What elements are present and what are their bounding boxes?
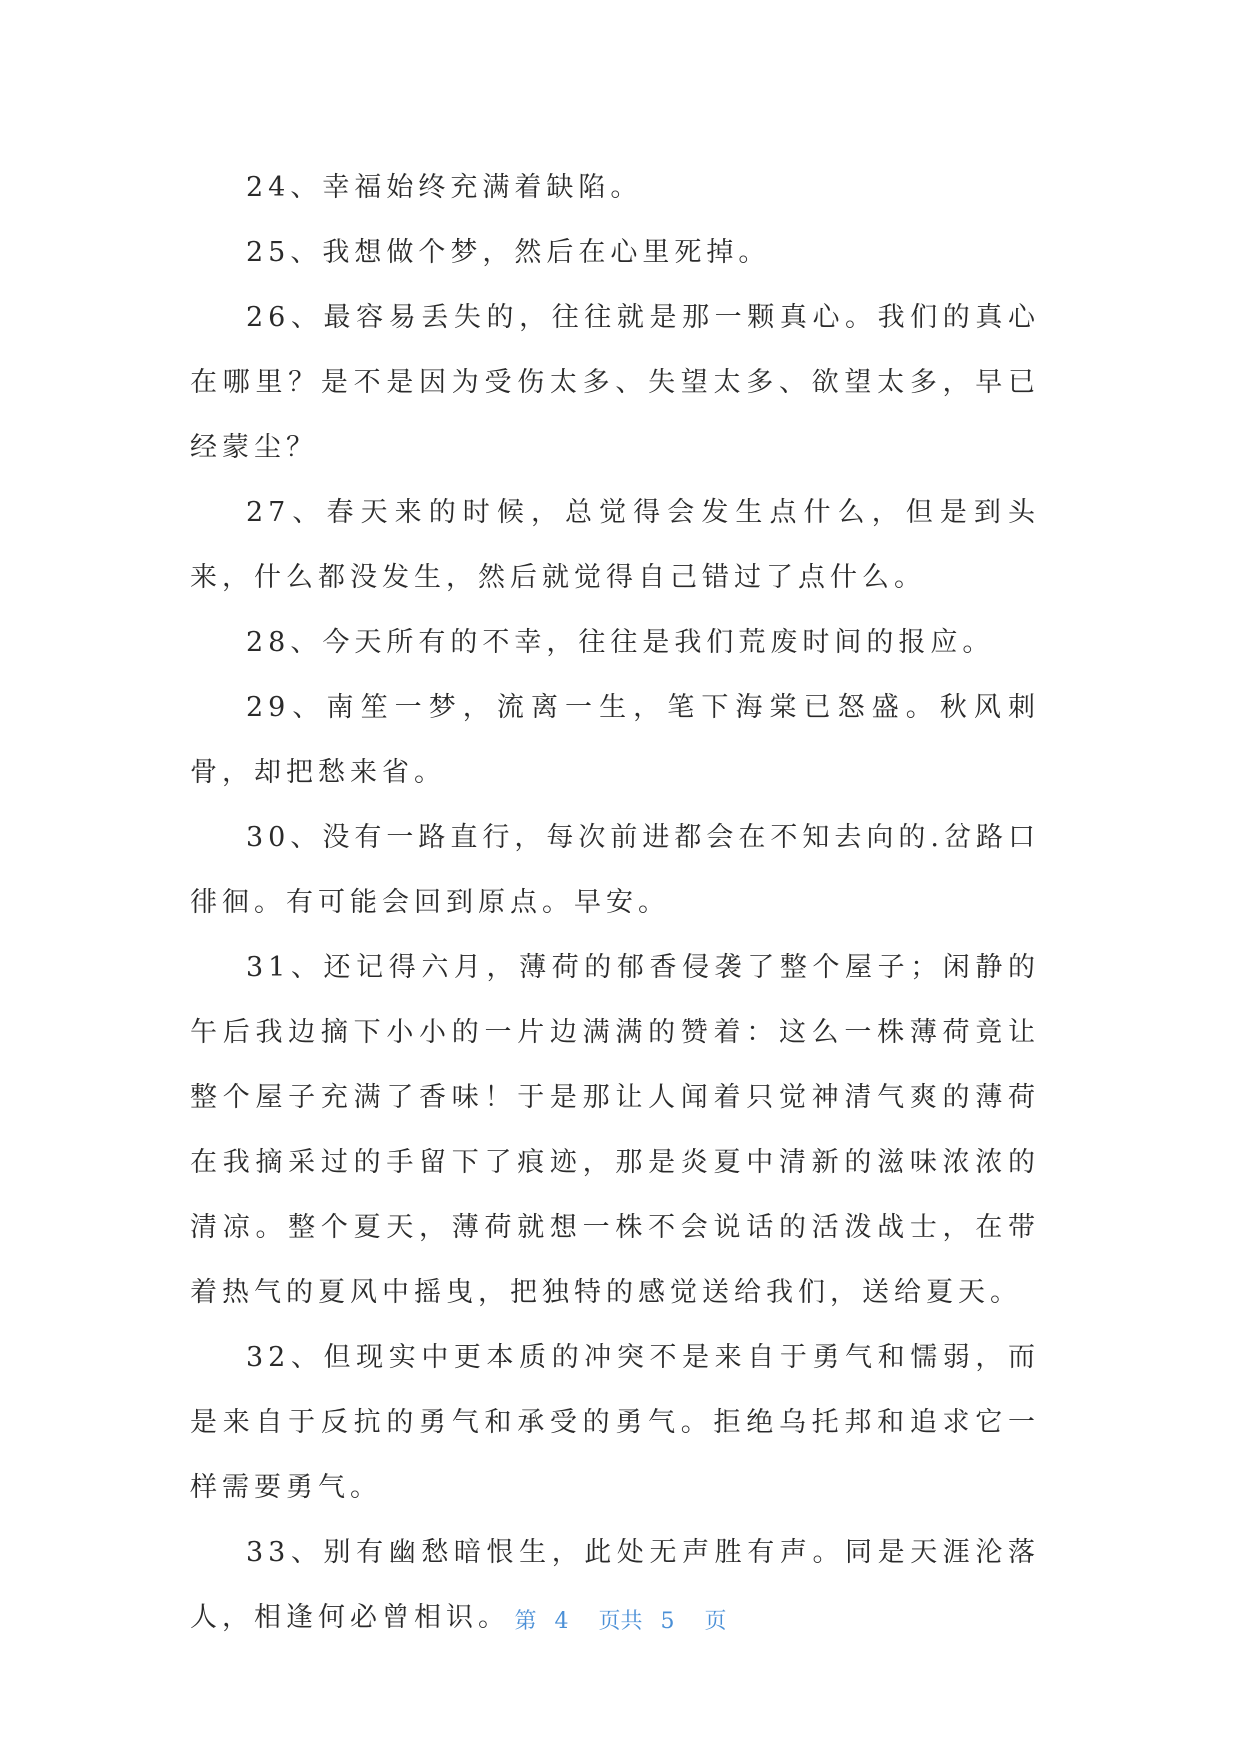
paragraph-30: 30、没有一路直行，每次前进都会在不知去向的.岔路口徘徊。有可能会回到原点。早安。 (190, 822, 1040, 918)
paragraph-24: 24、幸福始终充满着缺陷。 (246, 172, 643, 203)
footer-middle: 页共 (598, 1609, 643, 1634)
paragraph-29: 29、南笙一梦，流离一生，笔下海棠已怒盛。秋风刺骨，却把愁来省。 (190, 692, 1040, 788)
paragraph-32: 32、但现实中更本质的冲突不是来自于勇气和懦弱，而是来自于反抗的勇气和承受的勇气。拒绝乌托邦和追求它一样需要勇气。 (190, 1342, 1040, 1503)
footer-current-page: 4 (554, 1609, 569, 1634)
paragraph-25: 25、我想做个梦，然后在心里死掉。 (246, 237, 771, 268)
footer-prefix: 第 (514, 1609, 537, 1634)
footer-total-pages: 5 (660, 1609, 675, 1634)
paragraph-28: 28、今天所有的不幸，往往是我们荒废时间的报应。 (246, 627, 995, 658)
footer-suffix: 页 (704, 1609, 727, 1634)
paragraph-27: 27、春天来的时候，总觉得会发生点什么，但是到头来，什么都没发生，然后就觉得自己错过了点什么。 (190, 497, 1040, 593)
page-footer (0, 1604, 1241, 1635)
document-body (190, 155, 1040, 1650)
paragraph-33: 33、别有幽愁暗恨生，此处无声胜有声。同是天涯沦落人，相逢何必曾相识。 (190, 1537, 1040, 1633)
paragraph-31: 31、还记得六月，薄荷的郁香侵袭了整个屋子；闲静的午后我边摘下小小的一片边满满的赞着：这么一株薄荷竟让整个屋子充满了香味！于是那让人闻着只觉神清气爽的薄荷在我摘采过的手留下了痕迹，那是炎夏中清新的滋味浓浓的清凉。整个夏天，薄荷就想一株不会说话的活泼战士，在带着热气的夏风中摇曳，把独特的感觉送给我们，送给夏天。 (190, 952, 1040, 1308)
paragraph-26: 26、最容易丢失的，往往就是那一颗真心。我们的真心在哪里？是不是因为受伤太多、失望太多、欲望太多，早已经蒙尘？ (190, 302, 1040, 463)
